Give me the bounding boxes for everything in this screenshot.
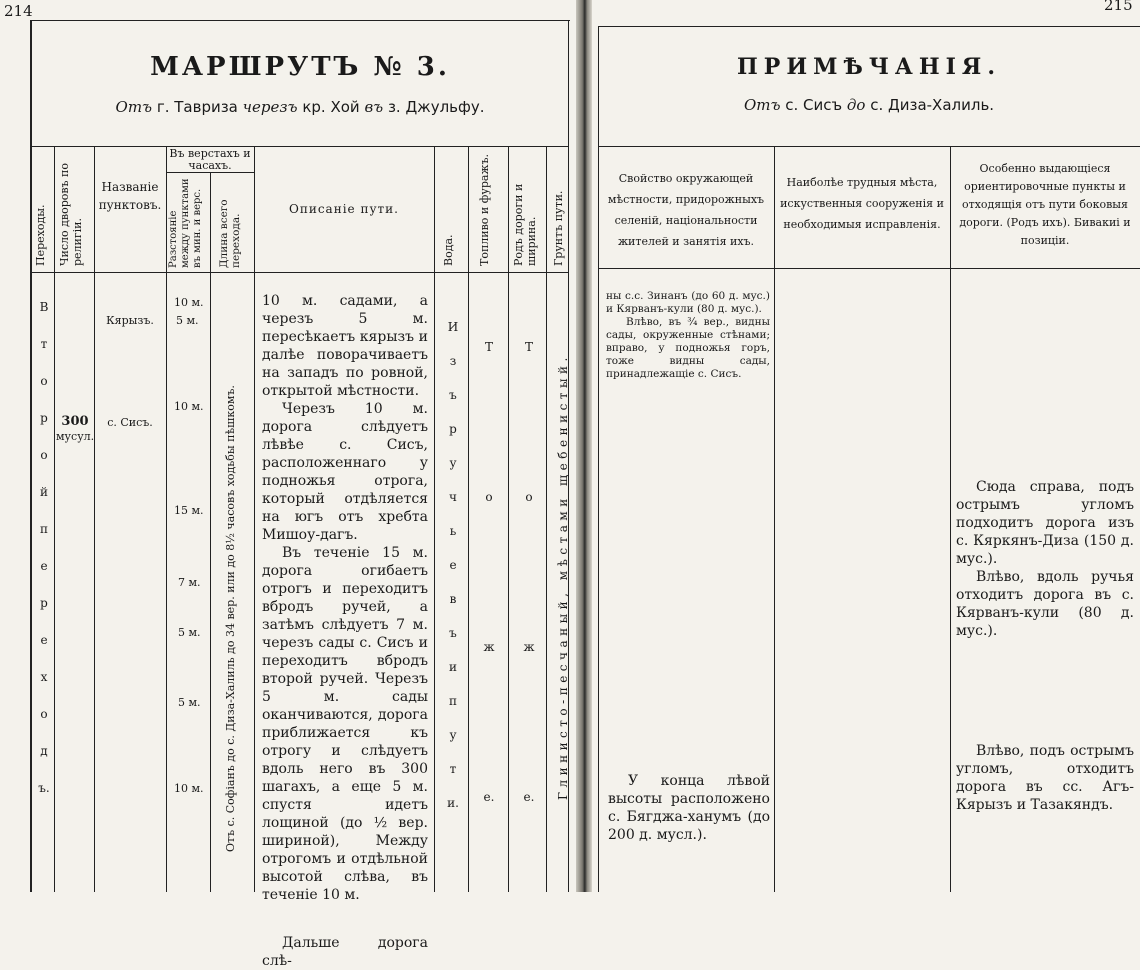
vertical-letter: ъ <box>449 388 457 402</box>
distance-value: 5 м. <box>178 626 201 639</box>
frame-top <box>30 20 570 21</box>
header-route-description: Описаніе пути. <box>289 202 399 216</box>
vertical-letter: Т <box>524 340 533 354</box>
notes-header-col1: Свойство окружающей мѣстности, придорожныхъ селеній, національности жителей и занятія ихъ. <box>607 172 765 248</box>
col-line <box>434 146 435 892</box>
point-name: с. Сисъ. <box>107 416 153 429</box>
vertical-letter: В <box>39 300 49 314</box>
distance-value: 10 м. <box>174 782 204 795</box>
vertical-letter: д <box>40 744 48 758</box>
vertical-letter: о <box>40 707 48 721</box>
header-fuel: Топливо и фуражъ. <box>478 153 491 266</box>
households-cell <box>56 414 94 444</box>
vertical-letter: р <box>40 596 48 610</box>
col-line <box>54 146 55 892</box>
subtitle-to-prefix: до <box>846 96 866 114</box>
notes-text: Сюда справа, подъ острымъ угломъ подходитъ дорога изъ с. Кяркянъ-Диза (150 д. мус.). <box>956 479 1134 567</box>
frame-top <box>598 26 1140 27</box>
vertical-letter: ч <box>449 490 457 504</box>
vertical-letter: и <box>449 660 457 674</box>
subtitle-to: с. Диза-Халиль. <box>870 96 995 114</box>
households-religion: мусул. <box>56 430 95 443</box>
notes-text: Влѣво, вдоль ручья отходитъ дорога въ с. Кярванъ-кули (80 д. мус.). <box>956 569 1134 639</box>
vertical-letter: ь <box>449 524 457 538</box>
col-line <box>94 146 95 892</box>
subtitle-from-prefix: Отъ <box>743 96 781 114</box>
vertical-letter: Т <box>484 340 493 354</box>
distance-value: 15 м. <box>174 504 204 517</box>
vertical-letter: й <box>40 485 48 499</box>
distance-value: 7 м. <box>178 576 201 589</box>
vertical-letter: п <box>40 522 48 536</box>
vertical-letter: о <box>40 448 48 462</box>
notes-text: Влѣво, подъ острымъ угломъ, отходитъ дорога въ сс. Агъ-Кярызъ и Тазакяндъ. <box>956 743 1134 813</box>
notes-col3-upper <box>956 478 1134 640</box>
notes-text: У конца лѣвой высоты расположено с. Бягджа-ханумъ (до 200 д. мусл.). <box>608 773 770 843</box>
notes-header-col3: Особенно выдающіеся ориентировочные пункты и отходящія отъ пути боковыя дороги. (Родъ ихъ). Бивакиі и позиціи. <box>959 162 1131 247</box>
vertical-letter: о <box>485 490 493 504</box>
header-distance-between: Разстояніе между пунктами въ мин. и верс. <box>168 178 203 268</box>
vertical-letter: т <box>40 337 48 351</box>
header-bottom <box>30 272 568 273</box>
header-versts-group: Въ верстахъ и часахъ. <box>169 147 251 172</box>
distance-value: 10 м. <box>174 296 204 309</box>
vertical-letter: И <box>447 320 459 334</box>
description-paragraph: Черезъ 10 м. дорога слѣдуетъ лѣвѣе с. Сисъ, расположеннаго у подножья отрога, который отдѣляется на югъ отъ хребта Мишоу-дагъ. <box>262 401 428 543</box>
page-number-right: 215 <box>1104 0 1133 14</box>
vertical-letter: е <box>40 559 48 573</box>
vertical-letter: р <box>449 422 457 436</box>
vertical-letter: и. <box>447 796 459 810</box>
header-total-length: Длина всего перехода. <box>218 199 242 268</box>
subtitle-to: з. Джульфу. <box>387 98 485 116</box>
vertical-letter: ж <box>523 640 535 654</box>
vertical-letter: у <box>449 728 457 742</box>
notes-subtitle <box>598 96 1140 114</box>
water-vertical-text <box>446 320 460 830</box>
description-paragraph: 10 м. садами, а черезъ 5 м. пересѣкаетъ кярызъ и далѣе поворачиваетъ на западъ по ровной, открытой мѣстности. <box>262 293 428 399</box>
vertical-letter: в <box>449 592 457 606</box>
subtitle-from: г. Тавриза <box>156 98 238 116</box>
col-line <box>950 146 951 892</box>
subtitle-to-prefix: въ <box>364 98 384 116</box>
description-paragraph: Въ теченіе 15 м. дорога огибаетъ отрогъ и переходитъ вбродъ ручей, а затѣмъ слѣдуетъ 7 м. черезъ сады с. Сисъ и переходитъ вбродъ второй ручей. Черезъ 5 м. сады оканчиваются, дорога приближается къ отрогу и слѣдуетъ вдоль него въ 300 шагахъ, а еще 5 м. спустя идетъ лощиной (до ½ вер. шириной), Между отрогомъ и отдѣльной высотой слѣва, въ теченіе 10 м. <box>262 545 428 903</box>
route-title: МАРШРУТЪ № 3. <box>150 52 450 82</box>
vertical-letter: ж <box>483 640 495 654</box>
vertical-letter: з <box>449 354 457 368</box>
notes-header-col2: Наиболѣе трудныя мѣста, искуственныя сооруженія и необходимыя исправленія. <box>780 176 944 231</box>
subtitle-from: с. Сисъ <box>785 96 843 114</box>
vertical-letter: т <box>449 762 457 776</box>
vertical-letter: х <box>40 670 48 684</box>
table-top <box>30 146 568 147</box>
frame-left <box>30 20 32 892</box>
vertical-letter: е <box>40 633 48 647</box>
route-subtitle <box>30 98 570 116</box>
subtitle-from-prefix: Отъ <box>115 98 153 116</box>
total-length-text: Отъ с. Софіанъ до с. Диза-Халиль до 34 вер. или до 8½ часовъ ходьбы пѣшкомъ. <box>224 385 237 852</box>
road-vertical-text <box>522 340 536 940</box>
page-number-left: 214 <box>4 2 33 20</box>
route-description <box>262 292 428 970</box>
col-line <box>774 146 775 892</box>
vertical-letter: е. <box>523 790 535 804</box>
header-bottom <box>598 268 1140 269</box>
vertical-letter: о <box>40 374 48 388</box>
notes-col3-lower <box>956 742 1134 814</box>
col-line <box>546 146 547 892</box>
book-spine <box>576 0 592 892</box>
header-crossings: Переходы. <box>34 204 47 266</box>
notes-text: Влѣво, въ ¾ вер., видны сады, окруженные стѣнами; вправо, у подножья горъ, тоже видны сады, принадлежащіе с. Сисъ. <box>606 316 770 380</box>
table-top <box>598 146 1140 147</box>
distance-value: 10 м. <box>174 400 204 413</box>
crossings-vertical-text <box>36 300 52 818</box>
col-line <box>508 146 509 892</box>
notes-col1-bottom <box>608 772 770 844</box>
vertical-letter: о <box>525 490 533 504</box>
distance-value: 5 м. <box>176 314 199 327</box>
vertical-letter: е. <box>483 790 495 804</box>
col-line <box>468 146 469 892</box>
point-name: Кярызъ. <box>106 314 154 327</box>
subtitle-via: кр. Хой <box>302 98 360 116</box>
fuel-vertical-text <box>482 340 496 940</box>
description-paragraph: Дальше дорога слѣ- <box>262 935 428 969</box>
col-line <box>166 146 167 892</box>
header-water: Вода. <box>442 234 455 266</box>
notes-col1-top <box>606 290 770 381</box>
notes-title: ПРИМѢЧАНІЯ. <box>737 54 1001 80</box>
vertical-letter: п <box>449 694 457 708</box>
col-line <box>210 172 211 892</box>
vertical-letter: у <box>449 456 457 470</box>
subtitle-via-word: черезъ <box>242 98 298 116</box>
vertical-letter: е <box>449 558 457 572</box>
header-households: Число дворовъ по религіи. <box>58 163 84 266</box>
header-soil: Грунтъ пути. <box>552 190 565 266</box>
vertical-letter: ъ <box>449 626 457 640</box>
frame-left <box>598 26 599 892</box>
vertical-letter: р <box>40 411 48 425</box>
notes-text: ны с.с. Зинанъ (до 60 д. мус.) и Кярванъ-кули (80 д. мус.). <box>606 290 770 315</box>
households-value: 300 <box>61 414 89 429</box>
header-points-name: Названіе пунктовъ. <box>98 180 162 212</box>
col-line <box>254 146 255 892</box>
vertical-letter: ъ. <box>38 781 50 795</box>
soil-text: Глинисто-песчаный, мѣстами щебенистый. <box>556 353 570 800</box>
distance-value: 5 м. <box>178 696 201 709</box>
header-road-type: Родъ дороги и ширина. <box>512 183 538 266</box>
